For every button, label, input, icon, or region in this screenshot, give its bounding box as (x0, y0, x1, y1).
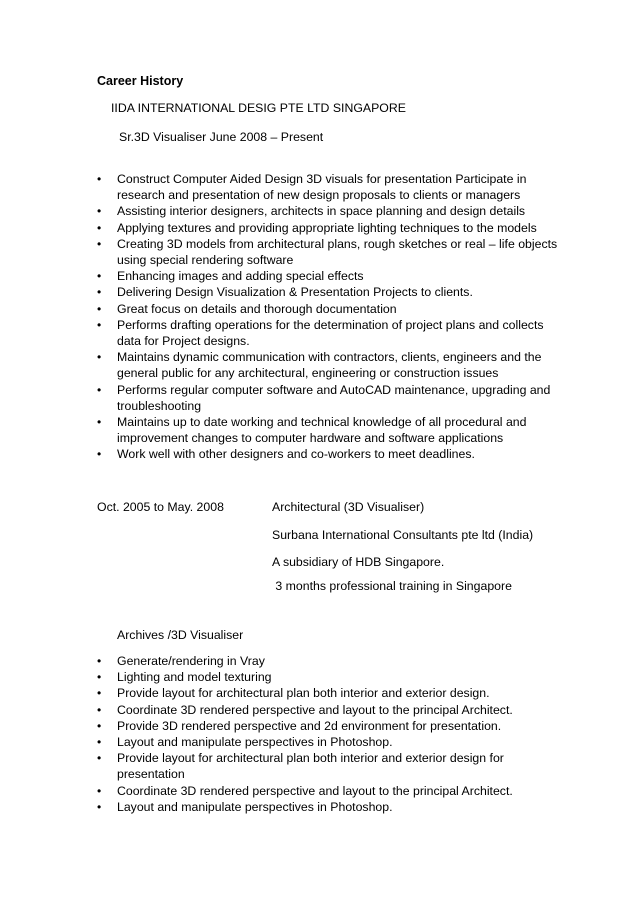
list-item: • Performs regular computer software and AutoCAD maintenance, upgrading and troubleshooting (97, 382, 567, 414)
list-item: • Lighting and model texturing (97, 669, 567, 685)
list-item: • Enhancing images and adding special effects (97, 268, 567, 284)
list-item: • Assisting interior designers, architects in space planning and design details (97, 203, 567, 219)
list-item: • Delivering Design Visualization & Presentation Projects to clients. (97, 284, 567, 300)
job2-role: Archives /3D Visualiser (117, 628, 244, 642)
section-title: Career History (97, 74, 184, 88)
job2-bullet-list (97, 653, 567, 815)
job2-subsidiary: A subsidiary of HDB Singapore. (272, 555, 445, 569)
job2-dates: Oct. 2005 to May. 2008 (97, 500, 224, 514)
list-item: • Provide layout for architectural plan both interior and exterior design for presentation (97, 750, 567, 782)
job1-bullet-list (97, 171, 567, 463)
job1-position: Sr.3D Visualiser June 2008 – Present (119, 130, 324, 144)
list-item: • Maintains up to date working and technical knowledge of all procedural and improvement changes to computer hardware and software applications (97, 414, 567, 446)
list-item: • Generate/rendering in Vray (97, 653, 567, 669)
list-item: • Applying textures and providing appropriate lighting techniques to the models (97, 220, 567, 236)
job2-company: Surbana International Consultants pte ltd (India) (272, 528, 534, 542)
list-item: • Coordinate 3D rendered perspective and layout to the principal Architect. (97, 783, 567, 799)
list-item: • Coordinate 3D rendered perspective and layout to the principal Architect. (97, 702, 567, 718)
list-item: • Provide 3D rendered perspective and 2d environment for presentation. (97, 718, 567, 734)
job2-title: Architectural (3D Visualiser) (272, 500, 425, 514)
job2-training: 3 months professional training in Singapore (272, 579, 512, 593)
list-item: • Layout and manipulate perspectives in Photoshop. (97, 734, 567, 750)
job1-company: IIDA INTERNATIONAL DESIG PTE LTD SINGAPORE (111, 101, 406, 115)
list-item: • Work well with other designers and co-workers to meet deadlines. (97, 446, 567, 462)
list-item: • Provide layout for architectural plan both interior and exterior design. (97, 685, 567, 701)
list-item: • Great focus on details and thorough documentation (97, 301, 567, 317)
list-item: • Performs drafting operations for the determination of project plans and collects data for Project designs. (97, 317, 567, 349)
list-item: • Maintains dynamic communication with contractors, clients, engineers and the general public for any architectural, engineering or construction issues (97, 349, 567, 381)
list-item: • Layout and manipulate perspectives in Photoshop. (97, 799, 567, 815)
list-item: • Creating 3D models from architectural plans, rough sketches or real – life objects using special rendering software (97, 236, 567, 268)
list-item: • Construct Computer Aided Design 3D visuals for presentation Participate in research and presentation of new design proposals to clients or managers (97, 171, 567, 203)
